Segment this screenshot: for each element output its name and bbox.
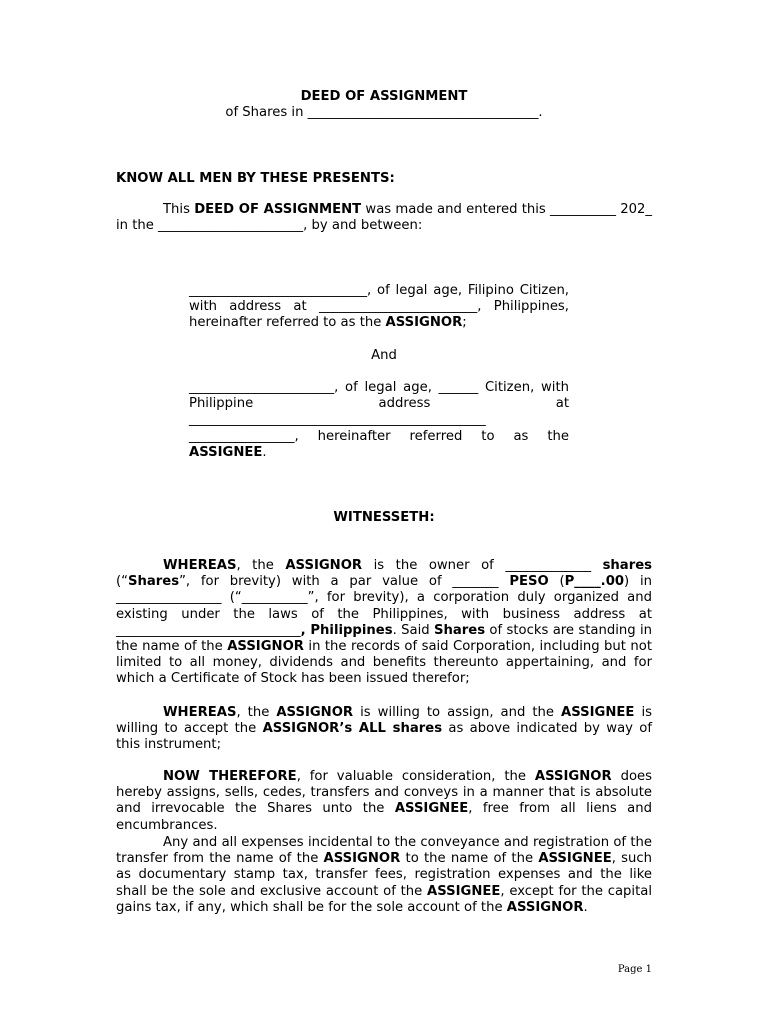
bold-run: PESO	[509, 574, 549, 590]
bold-run: ASSIGNOR	[534, 769, 612, 784]
text-run: , such as documentary stamp tax, transfer fees, registration expenses and the like shall be the sole and exclusive account of the	[116, 851, 652, 899]
document-title: DEED OF ASSIGNMENT	[300, 89, 468, 104]
bold-run: Shares	[433, 622, 486, 638]
text-run: This	[163, 202, 195, 217]
page-number: Page 1	[617, 964, 652, 975]
text-run: ______________________, of legal age, ______ Citizen, with Philippine address at _____________________________________________ ________________, hereinafter referred to as the	[189, 380, 569, 444]
text-run: ”, for brevity) with a par value of _______	[179, 574, 510, 590]
now-therefore-paragraph	[116, 769, 652, 834]
expenses-paragraph	[116, 835, 652, 916]
text-run: , the	[236, 558, 286, 573]
bold-run: ASSIGNEE	[427, 883, 501, 899]
text-run: , free from all liens and encumbrances.	[116, 801, 652, 833]
text-run: , for valuable consideration, the	[296, 769, 535, 784]
text-run: Any and all expenses incidental to the conveyance and registration of the transfer from the name of the	[116, 835, 652, 867]
bold-run: shares	[602, 558, 652, 573]
bold-run: DEED OF ASSIGNMENT	[194, 202, 362, 217]
text-run: to the name of the	[400, 851, 539, 867]
text-run: ___________________________, of legal age, Filipino Citizen, with address at ________________________, Philippines, hereinafter referred to as the	[189, 283, 569, 331]
text-run: ;	[462, 315, 467, 331]
bold-run: ASSIGNEE	[189, 444, 263, 460]
text-run: (	[548, 574, 565, 590]
know-all-heading: KNOW ALL MEN BY THESE PRESENTS:	[116, 171, 395, 186]
document-subtitle: of Shares in ___________________________________.	[225, 105, 543, 120]
text-run: , the	[236, 705, 277, 720]
text-run: ) in ________________ (“__________”, for brevity), a corporation duly organized and existing under the laws of the Philippines, with business address at ____________________________	[116, 574, 652, 638]
bold-run: ASSIGNOR’s ALL shares	[262, 721, 443, 737]
whereas-paragraph-2	[116, 705, 652, 754]
text-run: . Said	[392, 622, 434, 638]
text-run: .	[262, 444, 267, 460]
text-run: does hereby assigns, sells, cedes, transfers and conveys in a manner that is absolute and irrevocable the Shares unto the	[116, 769, 652, 817]
bold-run: ASSIGNEE	[561, 705, 635, 720]
text-run: .	[583, 899, 588, 915]
bold-run: ASSIGNOR	[227, 639, 304, 655]
and-label: And	[371, 348, 397, 363]
bold-run: P____.00	[564, 574, 625, 590]
bold-run: ASSIGNOR	[276, 705, 354, 720]
intro-paragraph	[116, 202, 652, 234]
text-run: , except for the capital gains tax, if any, which shall be for the sole account of the	[116, 883, 652, 915]
text-run: as above indicated by way of this instrument;	[116, 721, 652, 753]
text-run: is willing to assign, and the	[353, 705, 562, 720]
bold-run: ASSIGNEE	[394, 801, 469, 817]
bold-run: Shares	[127, 574, 180, 590]
bold-run: ASSIGNOR	[285, 558, 363, 573]
bold-run: , Philippines	[300, 622, 393, 638]
text-run: is the owner of _____________	[362, 558, 603, 573]
assignor-party-paragraph	[189, 283, 569, 332]
text-run: of stocks are standing in the name of the	[116, 622, 652, 655]
text-run: in the records of said Corporation, including but not limited to all money, dividends and benefits thereunto appertaining, and for which a Certificate of Stock has been issued therefor;	[116, 639, 653, 687]
bold-run: ASSIGNOR	[323, 851, 401, 867]
witnesseth-heading: WITNESSETH:	[333, 510, 435, 525]
bold-run: WHEREAS	[163, 558, 237, 573]
bold-run: WHEREAS	[163, 705, 237, 720]
bold-run: NOW THEREFORE	[163, 769, 297, 784]
assignee-party-paragraph	[189, 380, 569, 461]
whereas-paragraph-1	[116, 558, 652, 688]
bold-run: ASSIGNEE	[538, 851, 612, 867]
text-run: was made and entered this __________ 202_ in the ______________________, by and between:	[116, 202, 652, 234]
text-run: is willing to accept the	[116, 705, 652, 737]
text-run: (“	[116, 574, 128, 590]
bold-run: ASSIGNOR	[506, 899, 584, 915]
bold-run: ASSIGNOR	[385, 315, 463, 331]
